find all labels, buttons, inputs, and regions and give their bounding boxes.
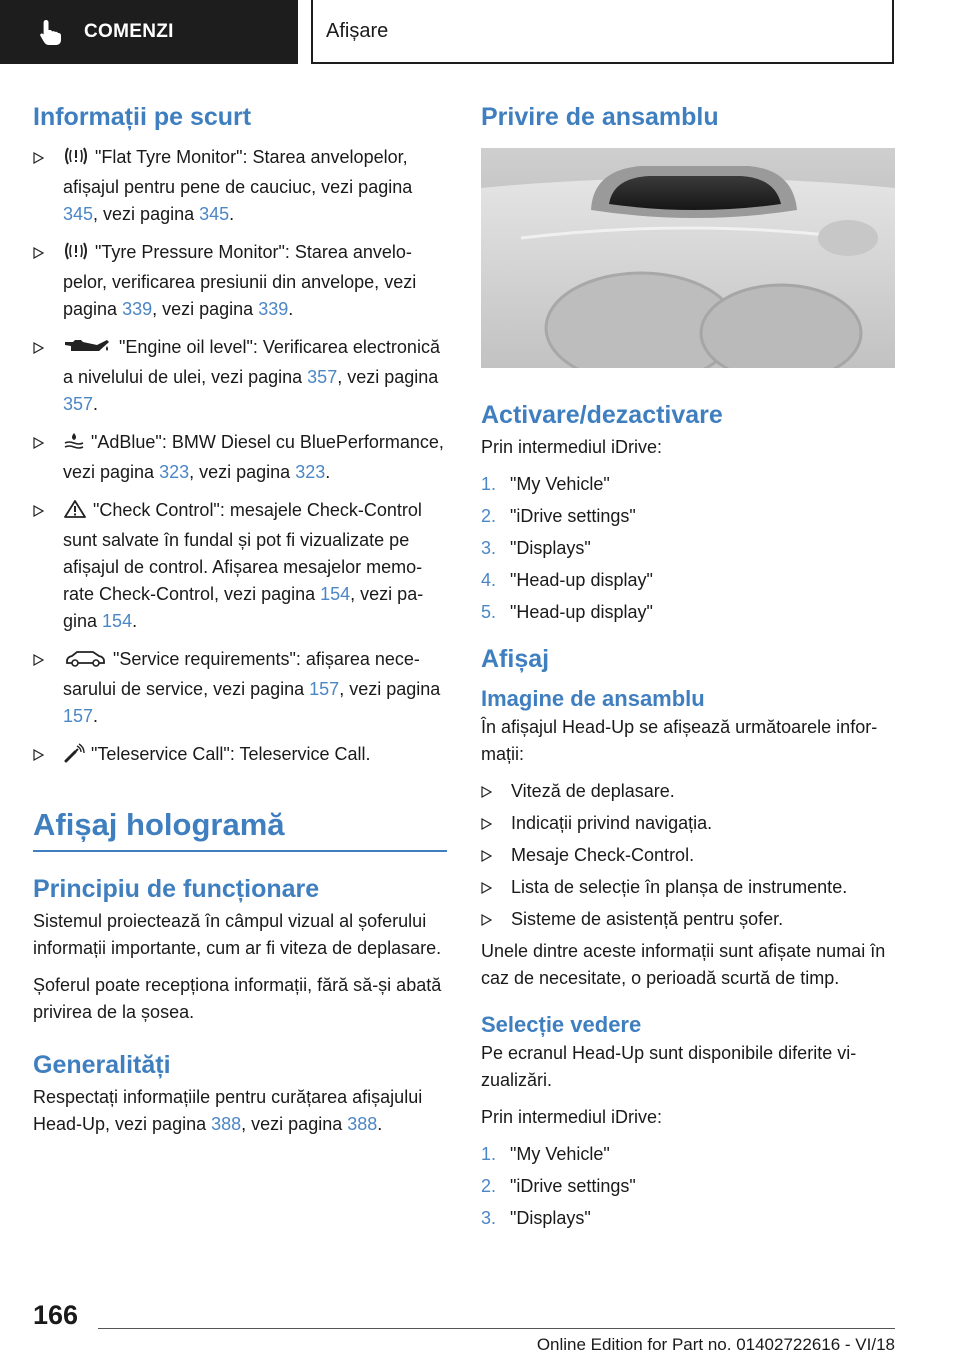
display-info-list: [481, 778, 895, 933]
bullet-triangle-icon: [33, 654, 44, 666]
status-item-mid: , vezi pagina: [152, 299, 259, 319]
status-item-mid: , vezi pagina: [339, 679, 441, 699]
display-info-text: Viteză de deplasare.: [511, 781, 675, 801]
step-number: 4.: [481, 570, 497, 590]
page-link[interactable]: 345: [199, 204, 230, 224]
step-number: 3.: [481, 538, 497, 558]
view-paragraph: Pe ecranul Head-Up sunt disponibile diferite vizualizări.: [481, 1043, 857, 1090]
step-item: [481, 599, 895, 626]
subheading-overview-image: Imagine de ansamblu: [481, 686, 705, 711]
step-text: "Displays": [510, 1208, 591, 1228]
step-number: 2.: [481, 1176, 497, 1196]
status-item-mid: , vezi pagina: [63, 584, 424, 631]
page-header: [0, 0, 960, 66]
chapter-tab[interactable]: [311, 0, 894, 64]
adblue-icon: [63, 431, 85, 459]
status-item-text: "AdBlue": BMW Diesel cu BluePerformance, vezi pagina: [63, 432, 444, 482]
subheading-view-selection: Selecție vedere: [481, 1012, 642, 1037]
page-link[interactable]: 154: [102, 611, 133, 631]
view-steps: [481, 1141, 895, 1232]
step-number: 2.: [481, 506, 497, 526]
section-heading-overview: Informații pe scurt: [33, 103, 252, 131]
subheading-principle: Principiu de funcționare: [33, 875, 320, 903]
status-item-text: "Engine oil level": Verificarea electronică a nivelului de ulei, vezi pagina: [63, 337, 440, 387]
page-link[interactable]: 157: [63, 706, 94, 726]
step-item: [481, 1141, 895, 1168]
status-item-mid: , vezi pagina: [93, 204, 200, 224]
page-link[interactable]: 154: [320, 584, 351, 604]
step-number: 3.: [481, 1208, 497, 1228]
page-link[interactable]: 388: [347, 1114, 378, 1134]
step-text: "iDrive settings": [510, 506, 636, 526]
step-number: 5.: [481, 602, 497, 622]
page-link[interactable]: 357: [63, 394, 94, 414]
section-heading-overview-right: Privire de ansamblu: [481, 103, 719, 131]
bullet-triangle-icon: [481, 882, 492, 894]
step-item: [481, 471, 895, 498]
status-item-end: .: [325, 462, 331, 482]
page-link[interactable]: 345: [63, 204, 94, 224]
step-text: "My Vehicle": [510, 474, 610, 494]
status-item-mid: , vezi pagina: [189, 462, 296, 482]
principle-paragraph-1: Sistemul proiectează în câmpul vizual al șoferului informații importante, cum ar fi viteza de deplasare.: [33, 911, 442, 958]
overview-intro: În afișajul Head-Up se afișează următoarele informații:: [481, 717, 878, 764]
status-list-item: [33, 144, 447, 228]
step-text: "iDrive settings": [510, 1176, 636, 1196]
general-text: Respectați informațiile pentru curățarea afișajului Head-Up, vezi pagina: [33, 1087, 423, 1134]
status-list-item: [33, 646, 447, 730]
oil-can-icon: [63, 336, 113, 364]
status-item-end: .: [93, 394, 99, 414]
general-paragraph: [33, 1084, 447, 1138]
section-heading-hologram: Afișaj hologramă: [33, 807, 285, 842]
bullet-triangle-icon: [33, 152, 44, 164]
subheading-general: Generalități: [33, 1051, 171, 1079]
head-up-display-photo: [481, 148, 895, 368]
activation-intro: Prin intermediul iDrive:: [481, 437, 663, 457]
general-mid-text: , vezi pagina: [241, 1114, 348, 1134]
step-text: "My Vehicle": [510, 1144, 610, 1164]
bullet-triangle-icon: [481, 914, 492, 926]
step-item: [481, 1205, 895, 1232]
principle-paragraph-2: Șoferul poate recepționa informații, fără să-și abată privirea de la șosea.: [33, 975, 442, 1022]
status-item-text: "Service requirements": afișarea necesarului de service, vezi pagina: [63, 649, 420, 699]
left-column: [33, 100, 447, 1148]
footer-rule: [98, 1328, 895, 1329]
status-item-end: .: [288, 299, 294, 319]
bullet-triangle-icon: [481, 818, 492, 830]
display-info-item: [481, 874, 895, 901]
page-link[interactable]: 388: [211, 1114, 242, 1134]
overview-note: Unele dintre aceste informații sunt afișate numai în caz de necesitate, o perioadă scurtă de timp.: [481, 941, 886, 988]
status-list-item: [33, 334, 447, 418]
step-number: 1.: [481, 1144, 497, 1164]
page-link[interactable]: 157: [309, 679, 340, 699]
status-list-item: [33, 429, 447, 486]
status-list-item: [33, 497, 447, 635]
status-list: [33, 144, 447, 771]
status-item-end: .: [93, 706, 99, 726]
bullet-triangle-icon: [33, 247, 44, 259]
edition-text: Online Edition for Part no. 01402722616 - VI/18: [536, 1335, 895, 1354]
activation-steps: [481, 471, 895, 626]
bullet-triangle-icon: [33, 437, 44, 449]
step-item: [481, 503, 895, 530]
status-item-end: .: [229, 204, 235, 224]
display-info-text: Mesaje Check-Control.: [511, 845, 695, 865]
general-end-text: .: [377, 1114, 383, 1134]
heading-rule: [33, 850, 447, 852]
service-car-icon: [63, 648, 107, 676]
step-number: 1.: [481, 474, 497, 494]
subheading-display: Afișaj: [481, 645, 550, 673]
teleservice-icon: [63, 743, 85, 771]
tyre-warning-icon: [63, 241, 89, 269]
display-info-item: [481, 810, 895, 837]
page-link[interactable]: 339: [122, 299, 153, 319]
page-link[interactable]: 339: [258, 299, 289, 319]
display-info-item: [481, 778, 895, 805]
display-info-text: Sisteme de asistență pentru șofer.: [511, 909, 784, 929]
chapter-label: Afișare: [326, 19, 389, 42]
step-item: [481, 1173, 895, 1200]
step-text: "Head-up display": [510, 570, 653, 590]
page-number: 166: [33, 1300, 79, 1330]
page-link[interactable]: 323: [295, 462, 326, 482]
warning-triangle-icon: [63, 499, 87, 527]
status-item-text: "Teleservice Call": Teleservice Call.: [91, 744, 371, 764]
status-list-item: [33, 741, 447, 771]
status-item-text: "Tyre Pressure Monitor": Starea anvelopelor, verificarea presiunii din anvelope, vezi pagina: [63, 242, 417, 319]
bullet-triangle-icon: [481, 850, 492, 862]
right-column: [481, 100, 895, 1240]
step-text: "Displays": [510, 538, 591, 558]
page-footer: [0, 1290, 960, 1362]
pointing-hand-icon: [38, 18, 64, 46]
section-tab[interactable]: [0, 0, 298, 64]
step-item: [481, 567, 895, 594]
page-link[interactable]: 323: [159, 462, 190, 482]
page-link[interactable]: 357: [307, 367, 338, 387]
bullet-triangle-icon: [33, 505, 44, 517]
bullet-triangle-icon: [33, 342, 44, 354]
status-item-text: "Flat Tyre Monitor": Starea anvelopelor, afișajul pentru pene de cauciuc, vezi pagina: [63, 147, 413, 197]
subheading-activation: Activare/dezactivare: [481, 401, 723, 429]
tyre-warning-icon: [63, 146, 89, 174]
status-list-item: [33, 239, 447, 323]
display-info-item: [481, 842, 895, 869]
status-item-text: "Check Control": mesajele Check-Control sunt salvate în fundal și pot fi vizualizate pe afișajul de control. Afișarea mesajelor memorate Check-Control, vezi pagina: [63, 500, 423, 604]
display-info-text: Indicații privind navigația.: [511, 813, 713, 833]
step-item: [481, 535, 895, 562]
section-label: COMENZI: [84, 21, 174, 42]
display-info-item: [481, 906, 895, 933]
bullet-triangle-icon: [33, 749, 44, 761]
display-info-text: Lista de selecție în planșa de instrumente.: [511, 877, 848, 897]
step-text: "Head-up display": [510, 602, 653, 622]
view-intro: Prin intermediul iDrive:: [481, 1107, 663, 1127]
status-item-end: .: [132, 611, 138, 631]
bullet-triangle-icon: [481, 786, 492, 798]
status-item-mid: , vezi pagina: [337, 367, 439, 387]
